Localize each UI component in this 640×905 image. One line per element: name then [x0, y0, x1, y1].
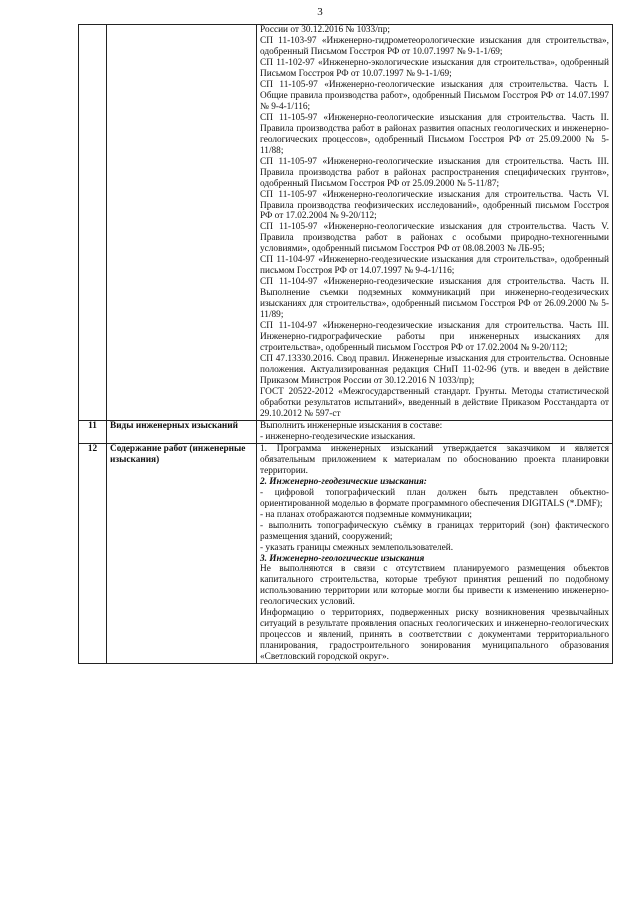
row-content: [257, 420, 613, 443]
paragraph: СП 11-104-97 «Инженерно-геодезические изыскания для строительства. Часть III. Инженерно-гидрографические работы при инженерных изысканиях для строительства», одобренный письмом Госстроя РФ от 17.02.2004 № 9-20/112;: [260, 321, 609, 354]
table-row: [79, 443, 613, 663]
paragraph: СП 11-102-97 «Инженерно-экологические изыскания для строительства», одобренный Письмом Госстроя РФ от 10.07.1997 № 9-1-1/69;: [260, 57, 609, 79]
row-number: 12: [79, 443, 107, 663]
paragraph: России от 30.12.2016 № 1033/пр;: [260, 25, 390, 35]
row-title: Виды инженерных изысканий: [107, 420, 257, 443]
paragraph: СП 11-103-97 «Инженерно-гидрометеорологические изыскания для строительства», одобренный Письмом Госстроя РФ от 10.07.1997 № 9-1-1/69;: [260, 35, 609, 57]
paragraph: Не выполняются в связи с отсутствием планируемого размещения объектов капитального строительства, которые требуют принятия решений по подобному использованию территории или которые могли бы привести к изменению инженерно-геологических условий.: [260, 564, 609, 608]
paragraph: СП 11-104-97 «Инженерно-геодезические изыскания для строительства», одобренный письмом Госстроя РФ от 14.07.1997 № 9-4-1/116;: [260, 255, 609, 277]
paragraph: СП 11-105-97 «Инженерно-геологические изыскания для строительства. Часть I. Общие правила производства работ», одобренный Письмом Госстроя РФ от 14.07.1997 № 9-4-1/116;: [260, 79, 609, 112]
paragraph: Информацию о территориях, подверженных риску возникновения чрезвычайных ситуаций в результате проявления опасных геологических и инженерно-геологических процессов и явлений, принять в соответствии с документами территориального планирования, градостроительного зонирования муниципального образования «Светловский городской округ».: [260, 608, 609, 663]
section-heading: 2. Инженерно-геодезические изыскания:: [260, 476, 427, 487]
paragraph: 1. Программа инженерных изысканий утверждается заказчиком и является обязательным приложением к материалам по обоснованию проекта планировки территории.: [260, 443, 609, 476]
paragraph: - указать границы смежных землепользователей.: [260, 542, 454, 553]
row-number: 11: [79, 420, 107, 443]
requirements-table: [78, 24, 613, 664]
row-title: [107, 25, 257, 421]
table-row: [79, 420, 613, 443]
paragraph: СП 11-105-97 «Инженерно-геологические изыскания для строительства. Часть III. Правила производства работ в районах распространения специфических грунтов», одобренный Письмом Госстроя РФ от 25.09.2000 № 5-11/87;: [260, 156, 609, 189]
page-number: 3: [317, 6, 323, 18]
paragraph: - на планах отображаются подземные коммуникации;: [260, 509, 473, 520]
paragraph: СП 11-104-97 «Инженерно-геодезические изыскания для строительства. Часть II. Выполнение съемки подземных коммуникаций при инженерно-геодезических изысканиях для строительства», одобренный письмом Госстроя РФ от 26.09.2000 № 5-11/89;: [260, 277, 609, 321]
row-content: [257, 25, 613, 421]
paragraph: СП 11-105-97 «Инженерно-геологические изыскания для строительства. Часть II. Правила производства работ в районах развития опасных геологических и инженерно-геологических процессов», одобренный Письмом Госстроя РФ от 25.09.2000 № 5-11/88;: [260, 112, 609, 156]
row-title: Содержание работ (инженерные изыскания): [107, 443, 257, 663]
paragraph: Выполнить инженерные изыскания в составе:: [260, 420, 443, 431]
paragraph: ГОСТ 20522-2012 «Межгосударственный стандарт. Грунты. Методы статистической обработки результатов испытаний», введенный в действие Приказом Росстандарта от 29.10.2012 № 597-ст: [260, 386, 609, 419]
paragraph: СП 47.13330.2016. Свод правил. Инженерные изыскания для строительства. Основные положения. Актуализированная редакция СНиП 11-02-96 (утв. и введен в действие Приказом Минстроя России от 30.12.2016 N 1033/пр);: [260, 354, 609, 386]
row-content: [257, 443, 613, 663]
table-row: [79, 25, 613, 421]
paragraph: СП 11-105-97 «Инженерно-геологические изыскания для строительства. Часть V. Правила производства работ в районах с особыми природно-техногенными условиями», одобренный письмом Госстроя РФ от 08.08.2003 № ЛБ-95;: [260, 222, 609, 255]
paragraph: - цифровой топографический план должен быть представлен объектно-ориентированной моделью в формате программного обеспечения DIGITALS (*.DMF);: [260, 487, 609, 509]
paragraph: СП 11-105-97 «Инженерно-геологические изыскания для строительства. Часть VI. Правила производства геофизических исследований», одобренный письмом Госстроя РФ от 17.02.2004 № 9-20/112;: [260, 189, 609, 222]
paragraph: - выполнить топографическую съёмку в границах территорий (зон) фактического размещения зданий, сооружений;: [260, 520, 609, 542]
paragraph: - инженерно-геодезические изыскания.: [260, 431, 416, 442]
requirements-table-body: [79, 25, 613, 664]
row-number: [79, 25, 107, 421]
section-heading: 3. Инженерно-геологические изыскания: [260, 553, 425, 564]
